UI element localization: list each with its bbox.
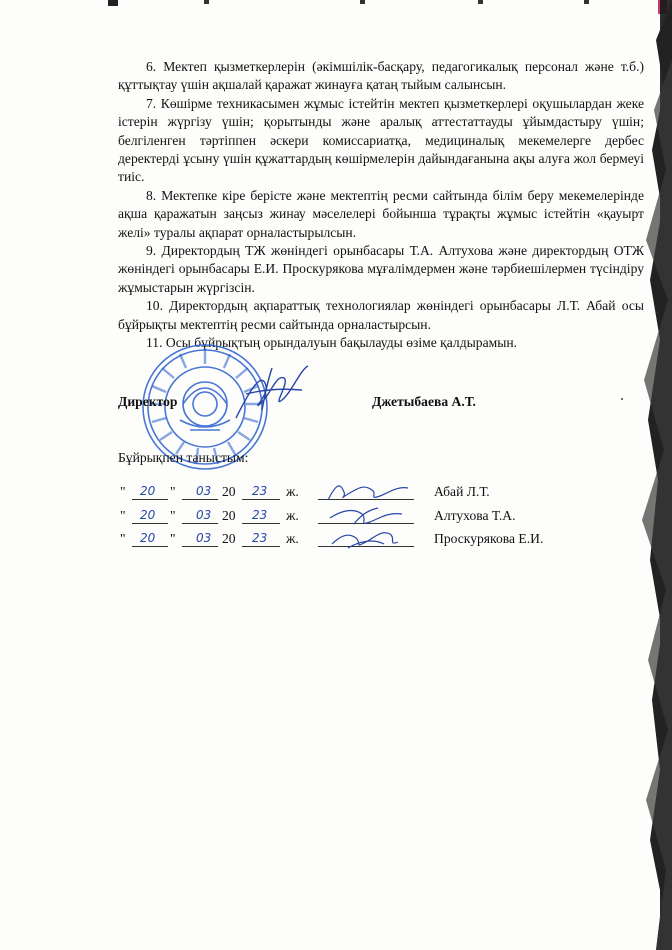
day-underline [132,523,168,524]
director-role: Директор [118,394,178,409]
paragraph-11: 11. Осы бұйрықтың орындалуын бақылауды өзіме қалдырамын. [146,335,518,351]
day-underline [132,546,168,547]
scan-top-marks [0,0,672,22]
year-suffix: 23 [252,484,268,498]
paragraph-8: 8. Мектепке кіре берісте және мектептің ресми сайтында білім беру мекемелерінде ақша қаражатын заңсыз жинау мәселелері бойынша тұрақты жұмыс істейтін «қауырт желі» туралы ақпарат орналастырылсын. [118,187,644,240]
paragraph-9: 9. Директордың ТЖ жөніндегі орынбасары Т.А. Алтухова және директордың ОТЖ жөніндегі орынбасары Е.И. Проскурякова мұғалімдермен және тәрбиешілермен түсіндіру жұмыстарын жүргізсін. [118,243,644,295]
paragraph-7: 7. Көшірме техникасымен жұмыс істейтін мектеп қызметкерлері оқушылардан жеке істерін жүргізу үшін; қорытынды және аралық аттестаттауды ұйымдастыру үшін; белгіленген тәртіппен әскери комиссариатқа, медициналық мекемелерге дербес деректерді ұсыну үшін құжаттардың көшірмелерін дайындағанына ақы алуға жол бермеуі тиіс. [118,95,644,185]
quote-close: " [170,484,176,499]
month-value: 03 [196,531,212,545]
proskuryakova-signature-icon [318,524,414,550]
day-value: 20 [140,484,156,498]
scan-dot [621,398,623,400]
order-body [118,58,644,353]
quote-open: " [120,484,126,499]
paragraph-6: 6. Мектеп қызметкерлерін (әкімшілік-басқару, педагогикалық персонал және т.б.) құттықтау үшін ақшалай қаражат жинауға қатаң тыйым салынсын. [118,59,644,93]
month-value: 03 [196,484,212,498]
paragraph-10: 10. Директордың ақпараттық технологиялар жөніндегі орынбасары Л.Т. Абай осы бұйрықты мектептің ресми сайтында орналастырсын. [118,298,644,332]
year-prefix: 20 [222,508,236,523]
month-underline [182,546,218,547]
year-underline [242,523,280,524]
person-name: Абай Л.Т. [434,484,490,499]
month-underline [182,499,218,500]
month-value: 03 [196,508,212,522]
year-underline [242,499,280,500]
acknowledgement-title: Бұйрықпен таныстым: [118,450,249,465]
year-word: ж. [286,484,299,499]
quote-close: " [170,531,176,546]
year-suffix: 23 [252,508,268,522]
quote-open: " [120,508,126,523]
year-word: ж. [286,508,299,523]
year-prefix: 20 [222,531,236,546]
person-name: Проскурякова Е.И. [434,531,544,546]
abai-signature-icon [318,478,414,504]
day-underline [132,499,168,500]
year-word: ж. [286,531,299,546]
day-value: 20 [140,531,156,545]
day-value: 20 [140,508,156,522]
director-name: Джетыбаева А.Т. [372,394,476,409]
year-suffix: 23 [252,531,268,545]
month-underline [182,523,218,524]
quote-close: " [170,508,176,523]
quote-open: " [120,531,126,546]
person-name: Алтухова Т.А. [434,508,516,523]
signature-row [118,394,644,416]
year-prefix: 20 [222,484,236,499]
year-underline [242,546,280,547]
